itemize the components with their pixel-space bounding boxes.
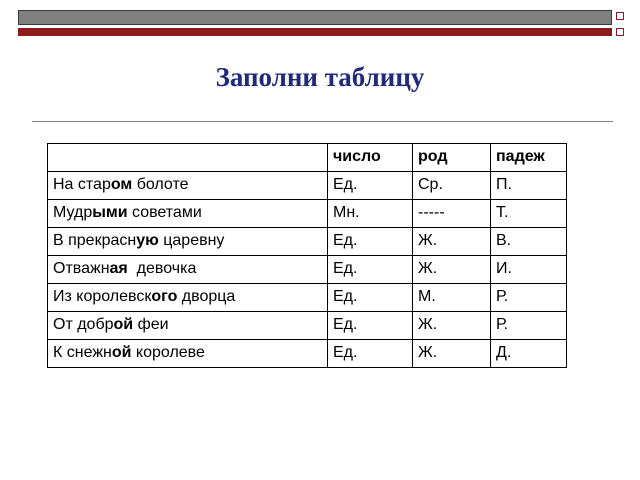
table-row (48, 172, 567, 200)
phrase-stem: От добр (53, 316, 114, 333)
phrase-rest: царевну (158, 232, 225, 249)
phrase-stem: Мудр (53, 204, 93, 221)
header-square-decoration (616, 12, 624, 20)
header-cell-number: число (328, 144, 413, 172)
header-square-decoration (616, 28, 624, 36)
case-cell: П. (491, 172, 567, 200)
phrase-cell (48, 200, 328, 228)
gender-cell: Ср. (413, 172, 491, 200)
table-row (48, 312, 567, 340)
number-cell: Ед. (328, 284, 413, 312)
phrase-rest: советами (127, 204, 202, 221)
phrase-cell (48, 256, 328, 284)
slide-title: Заполни таблицу (215, 62, 425, 92)
table-row (48, 340, 567, 368)
number-cell: Ед. (328, 228, 413, 256)
phrase-ending: ой (113, 316, 134, 333)
phrase-ending: ая (109, 260, 128, 277)
header-cell-case: падеж (491, 144, 567, 172)
phrase-ending: ой (111, 344, 132, 361)
table-header-row (48, 144, 567, 172)
header-grey-bar (18, 10, 612, 25)
grammar-table (47, 143, 567, 368)
header-red-bar (18, 28, 612, 36)
phrase-rest: феи (133, 316, 169, 333)
gender-cell: Ж. (413, 228, 491, 256)
table-row (48, 284, 567, 312)
phrase-cell (48, 284, 328, 312)
table-row (48, 228, 567, 256)
phrase-cell (48, 312, 328, 340)
phrase-stem: Отважн (53, 260, 110, 277)
number-cell: Ед. (328, 312, 413, 340)
gender-cell: Ж. (413, 340, 491, 368)
phrase-stem: В прекрасн (53, 232, 137, 249)
number-cell: Ед. (328, 172, 413, 200)
case-cell: Р. (491, 312, 567, 340)
number-cell: Ед. (328, 256, 413, 284)
phrase-ending: ую (136, 232, 159, 249)
phrase-rest: дворца (177, 288, 236, 305)
gender-cell: Ж. (413, 312, 491, 340)
case-cell: Т. (491, 200, 567, 228)
phrase-rest: болоте (132, 176, 189, 193)
phrase-ending: ого (151, 288, 178, 305)
header-cell-gender: род (413, 144, 491, 172)
phrase-cell (48, 340, 328, 368)
gender-cell: ----- (413, 200, 491, 228)
phrase-stem: Из королевск (53, 288, 152, 305)
table-row (48, 256, 567, 284)
phrase-rest: девочка (127, 260, 197, 277)
phrase-ending: ом (110, 176, 133, 193)
number-cell: Мн. (328, 200, 413, 228)
case-cell: И. (491, 256, 567, 284)
number-cell: Ед. (328, 340, 413, 368)
phrase-ending: ыми (92, 204, 128, 221)
header-cell-empty (48, 144, 328, 172)
decorative-header-bars (18, 10, 630, 36)
phrase-stem: К снежн (53, 344, 112, 361)
phrase-rest: королеве (131, 344, 205, 361)
case-cell: В. (491, 228, 567, 256)
table-row (48, 200, 567, 228)
phrase-cell (48, 172, 328, 200)
phrase-cell (48, 228, 328, 256)
case-cell: Д. (491, 340, 567, 368)
case-cell: Р. (491, 284, 567, 312)
title-divider (32, 121, 613, 122)
gender-cell: Ж. (413, 256, 491, 284)
gender-cell: М. (413, 284, 491, 312)
phrase-stem: На стар (53, 176, 111, 193)
